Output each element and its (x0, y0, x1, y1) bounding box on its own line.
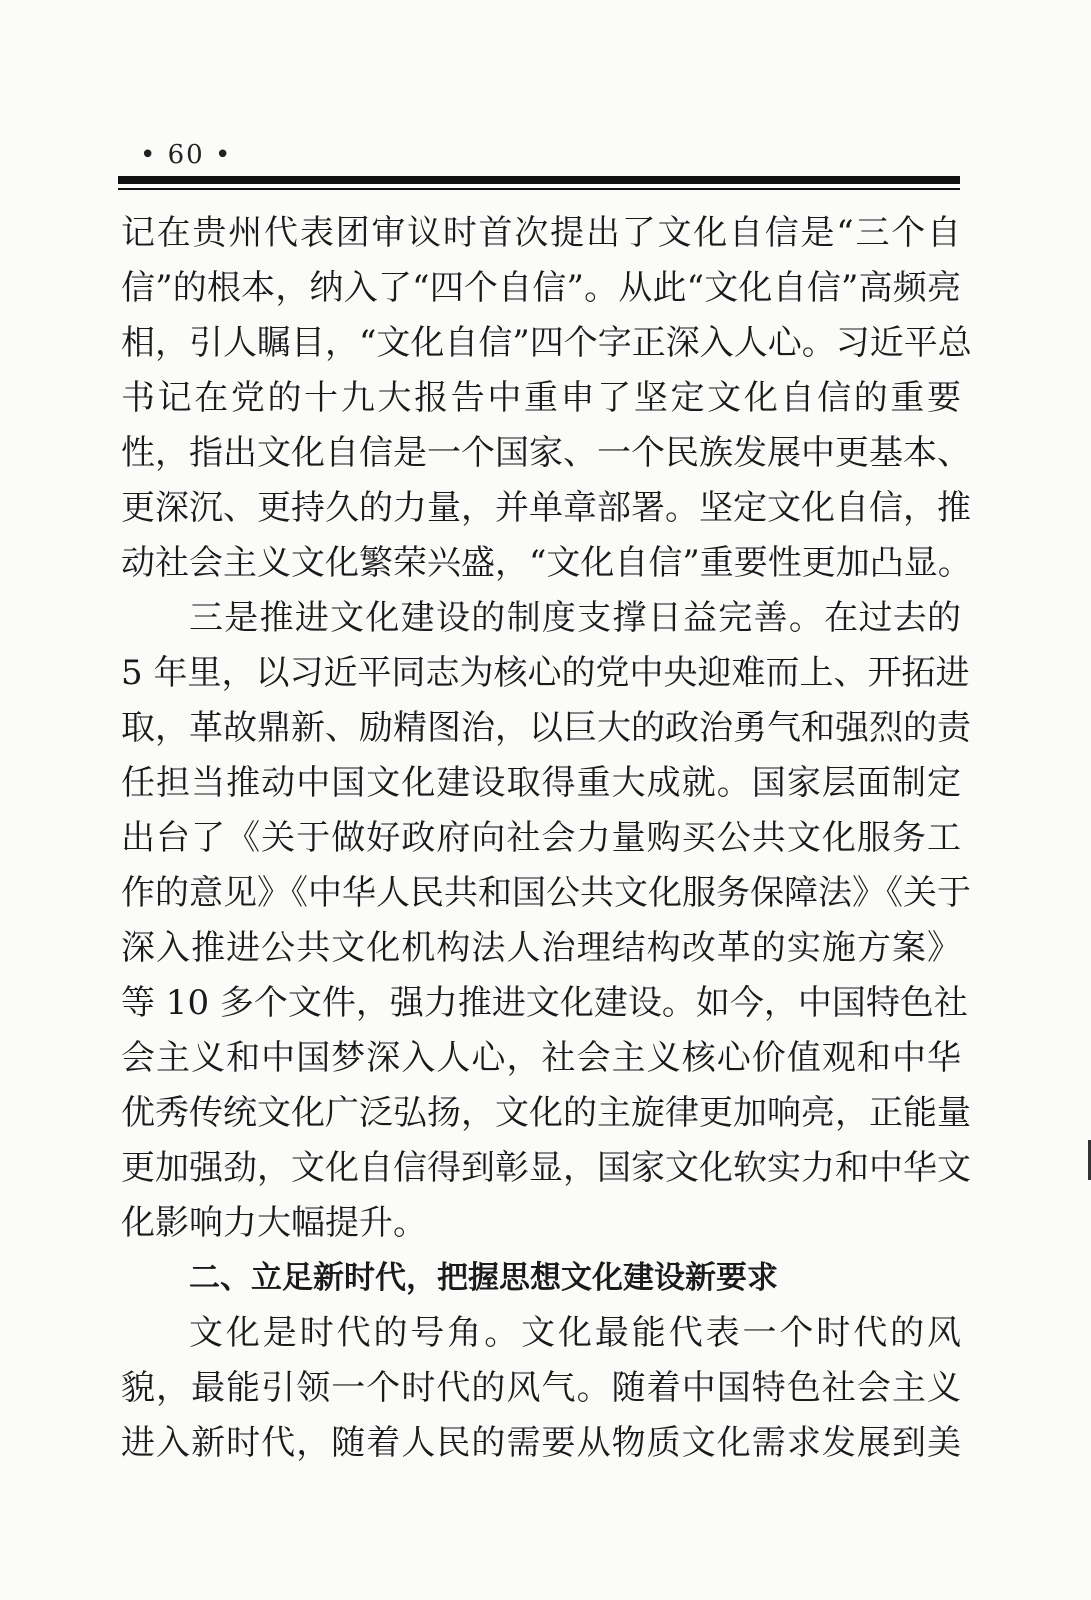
text-line: 等 10 多个文件，强力推进文化建设。如今，中国特色社 (121, 983, 968, 1023)
section-heading: 二、立足新时代，把握思想文化建设新要求 (189, 1260, 778, 1296)
text-line: 貌，最能引领一个时代的风气。随着中国特色社会主义 (121, 1368, 961, 1408)
text-line: 更深沉、更持久的力量，并单章部署。坚定文化自信，推 (121, 488, 971, 528)
text-line: 化影响力大幅提升。 (121, 1203, 427, 1243)
text-line: 优秀传统文化广泛弘扬，文化的主旋律更加响亮，正能量 (121, 1093, 971, 1133)
text-line: 书记在党的十九大报告中重申了坚定文化自信的重要 (121, 378, 961, 418)
header-rule-thin (118, 188, 960, 190)
text-line: 取，革故鼎新、励精图治，以巨大的政治勇气和强烈的责 (121, 708, 971, 748)
text-line-subheading (121, 591, 961, 646)
text-line: 相，引人瞩目，“文化自信”四个字正深入人心。习近平总 (121, 323, 972, 363)
body-text (121, 206, 972, 1471)
page-number: • 60 • (140, 140, 233, 170)
text-line: 文化是时代的号角。文化最能代表一个时代的风 (189, 1313, 961, 1353)
text-line: 更加强劲，文化自信得到彰显，国家文化软实力和中华文 (121, 1148, 971, 1188)
text-line: 会主义和中国梦深入人心，社会主义核心价值观和中华 (121, 1038, 961, 1078)
header-rule-thick (118, 176, 960, 184)
text-line: 进入新时代，随着人民的需要从物质文化需求发展到美 (121, 1423, 961, 1463)
text-line: 信”的根本，纳入了“四个自信”。从此“文化自信”高频亮 (121, 268, 961, 308)
text-line: 动社会主义文化繁荣兴盛，“文化自信”重要性更加凸显。 (121, 543, 972, 583)
subheading-continuation: 在过去的 (824, 598, 962, 638)
text-line: 记在贵州代表团审议时首次提出了文化自信是“三个自 (121, 213, 961, 253)
text-line: 出台了《关于做好政府向社会力量购买公共文化服务工 (121, 818, 961, 858)
text-line: 深入推进公共文化机构法人治理结构改革的实施方案》 (121, 928, 961, 968)
text-line: 作的意见》《中华人民共和国公共文化服务保障法》《关于 (121, 873, 971, 913)
text-line: 性，指出文化自信是一个国家、一个民族发展中更基本、 (121, 433, 971, 473)
subheading-text: 三是推进文化建设的制度支撑日益完善。 (189, 598, 825, 638)
text-line: 任担当推动中国文化建设取得重大成就。国家层面制定 (121, 763, 961, 803)
text-line: 5 年里，以习近平同志为核心的党中央迎难而上、开拓进 (121, 653, 970, 693)
